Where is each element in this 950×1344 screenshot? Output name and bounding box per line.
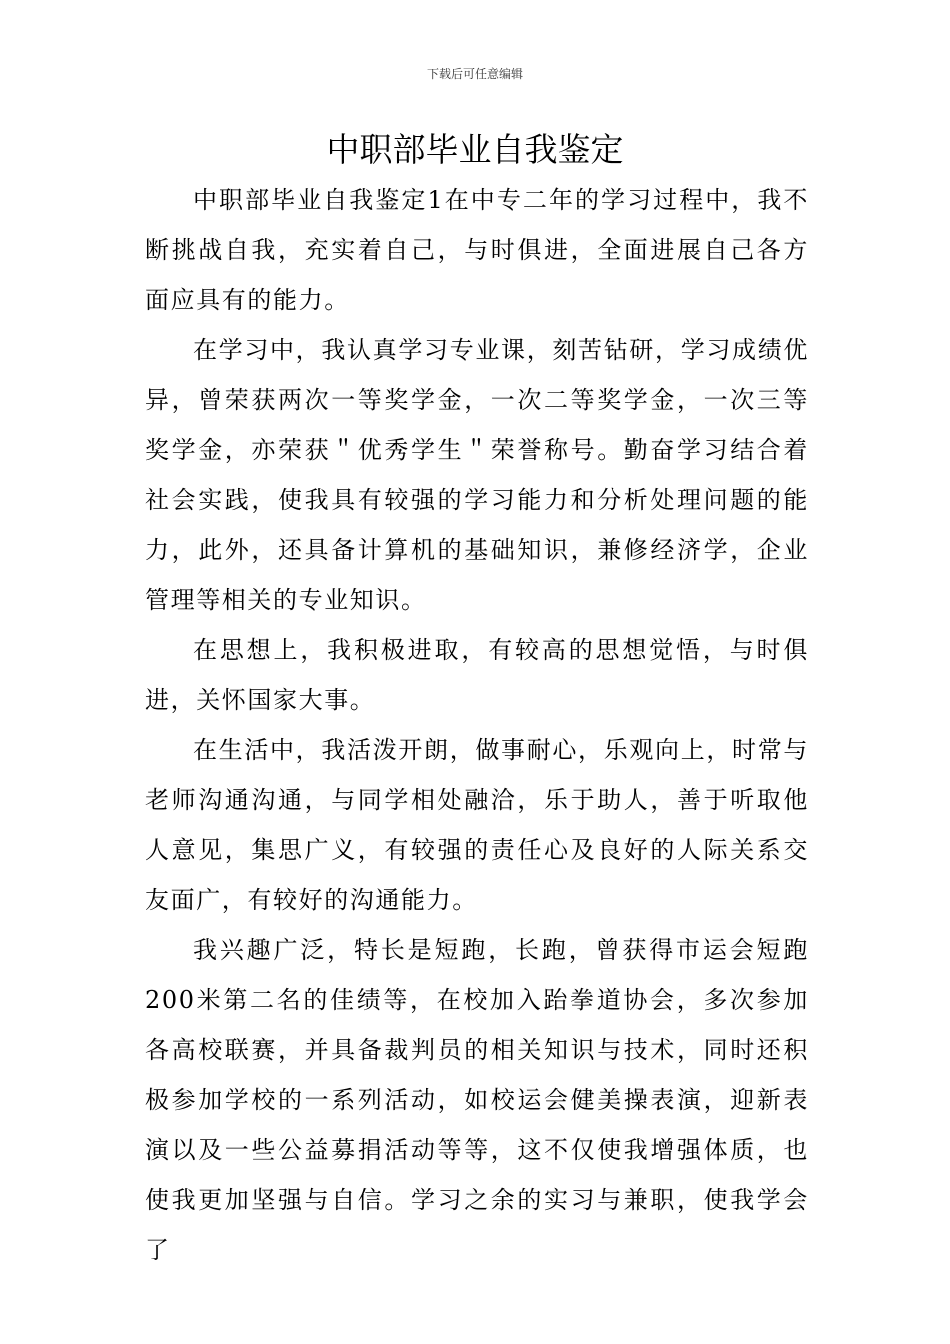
- paragraph-intro: 中职部毕业自我鉴定1在中专二年的学习过程中，我不断挑战自我，充实着自己，与时俱进，全面进展自己各方面应具有的能力。: [145, 186, 809, 314]
- header-note: 下载后可任意编辑: [426, 67, 523, 81]
- document-body: [145, 175, 809, 1275]
- paragraph-thought: 在思想上，我积极进取，有较高的思想觉悟，与时俱进，关怀国家大事。: [145, 636, 809, 714]
- paragraph-interests: 我兴趣广泛，特长是短跑，长跑，曾获得市运会短跑200米第二名的佳绩等，在校加入跆拳道协会，多次参加各高校联赛，并具备裁判员的相关知识与技术，同时还积极参加学校的一系列活动，如校运会健美操表演，迎新表演以及一些公益募捐活动等等，这不仅使我增强体质，也使我更加坚强与自信。学习之余的实习与兼职，使我学会了: [145, 936, 809, 1264]
- paragraph-study: 在学习中，我认真学习专业课，刻苦钻研，学习成绩优异，曾荣获两次一等奖学金，一次二等奖学金，一次三等奖学金，亦荣获＂优秀学生＂荣誉称号。勤奋学习结合着社会实践，使我具有较强的学习能力和分析处理问题的能力，此外，还具备计算机的基础知识，兼修经济学，企业管理等相关的专业知识。: [145, 336, 809, 614]
- paragraph-life: 在生活中，我活泼开朗，做事耐心，乐观向上，时常与老师沟通沟通，与同学相处融洽，乐于助人，善于听取他人意见，集思广义，有较强的责任心及良好的人际关系交友面广，有较好的沟通能力。: [145, 736, 809, 914]
- document-title: 中职部毕业自我鉴定: [326, 130, 624, 169]
